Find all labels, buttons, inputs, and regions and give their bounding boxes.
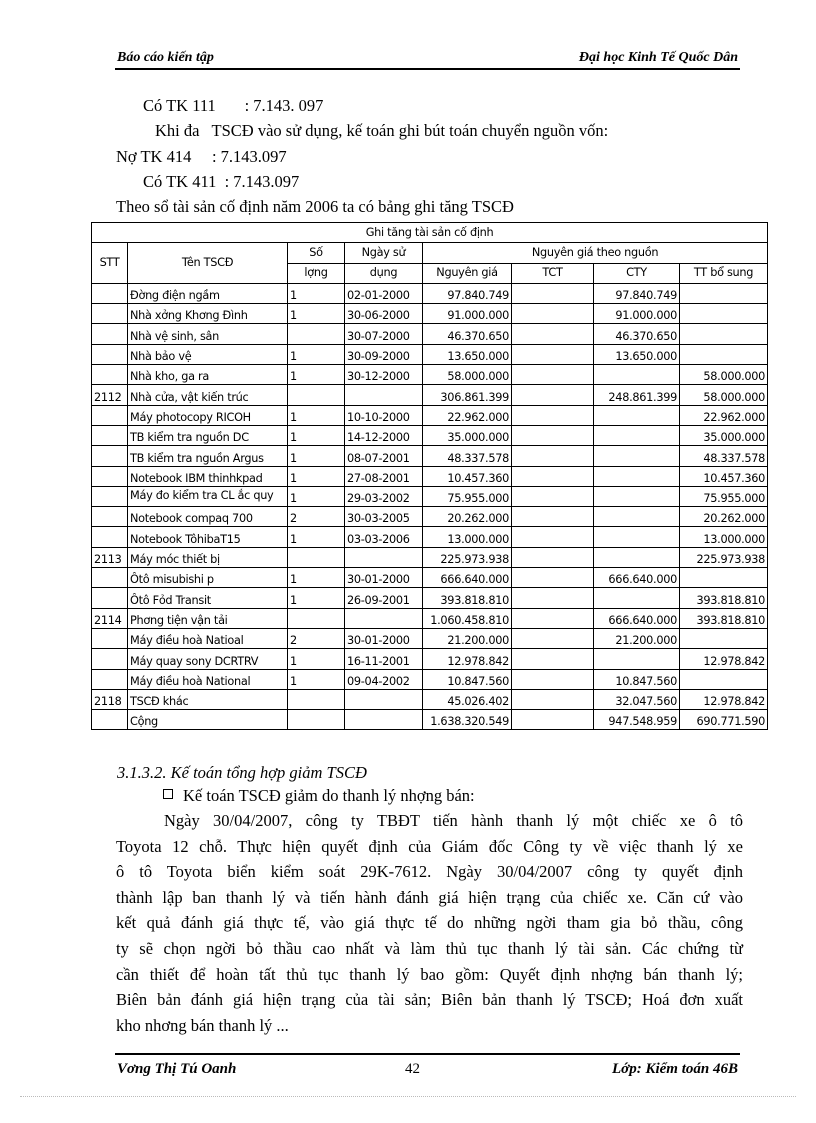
table-row	[92, 344, 768, 364]
row-account	[92, 588, 128, 608]
row-date: 30-07-2000	[345, 324, 423, 344]
section-subheading: 3.1.3.2. Kế toán tổng hợp giảm TSCĐ	[117, 763, 367, 782]
row-account: 2114	[92, 608, 128, 628]
row-quantity	[288, 710, 345, 730]
row-tt	[680, 344, 768, 364]
row-cost: 97.840.749	[423, 283, 512, 303]
paragraph-line: thành lập ban thanh lý và tiến hành đánh giá hiện trạng của chiếc xe. Căn cứ vào	[116, 887, 743, 907]
row-date: 30-09-2000	[345, 344, 423, 364]
row-asset-name: Notebook IBM thinhkpad	[128, 466, 288, 486]
row-asset-name: Máy đo kiểm tra CL ắc quy	[128, 486, 288, 506]
row-date: 14-12-2000	[345, 425, 423, 445]
row-account: 2112	[92, 385, 128, 405]
row-cost: 75.955.000	[423, 486, 512, 506]
table-row	[92, 568, 768, 588]
header-right: Đại học Kinh Tế Quốc Dân	[578, 50, 738, 65]
row-cost: 306.861.399	[423, 385, 512, 405]
row-cost: 1.638.320.549	[423, 710, 512, 730]
row-cty	[594, 405, 680, 425]
row-date: 08-07-2001	[345, 446, 423, 466]
row-cost: 22.962.000	[423, 405, 512, 425]
row-cty: 13.650.000	[594, 344, 680, 364]
row-tct	[512, 568, 594, 588]
row-cty: 947.548.959	[594, 710, 680, 730]
page-edge-divider	[20, 1096, 796, 1097]
row-date: 29-03-2002	[345, 486, 423, 506]
table-row	[92, 283, 768, 303]
row-asset-name: Nhà xởng Khơng Đình	[128, 304, 288, 324]
row-date: 26-09-2001	[345, 588, 423, 608]
row-cty	[594, 527, 680, 547]
header-cty: CTY	[594, 263, 680, 283]
row-tt: 20.262.000	[680, 507, 768, 527]
row-quantity: 1	[288, 527, 345, 547]
table-intro: Theo sổ tài sản cố định năm 2006 ta có bảng ghi tăng TSCĐ	[116, 197, 514, 216]
row-date: 16-11-2001	[345, 649, 423, 669]
header-tt: TT bổ sung	[680, 263, 768, 283]
table-row	[92, 304, 768, 324]
table-row	[92, 689, 768, 709]
row-cost: 393.818.810	[423, 588, 512, 608]
paragraph-line: Ngày 30/04/2007, công ty TBĐT tiến hành thanh lý một chiếc xe ô tô	[164, 811, 743, 830]
page-footer	[115, 1053, 740, 1079]
row-tt: 393.818.810	[680, 588, 768, 608]
row-quantity	[288, 385, 345, 405]
row-cty: 10.847.560	[594, 669, 680, 689]
row-cost: 91.000.000	[423, 304, 512, 324]
header-stt: STT	[92, 243, 128, 284]
row-tct	[512, 405, 594, 425]
row-account	[92, 304, 128, 324]
row-cty: 666.640.000	[594, 568, 680, 588]
row-quantity: 1	[288, 669, 345, 689]
header-qty-1: Số	[288, 243, 345, 263]
paragraph-line: ô tô Toyota biển kiểm soát 29K-7612. Ngày 30/04/2007 công ty quyết định	[116, 862, 743, 882]
row-date: 30-03-2005	[345, 507, 423, 527]
row-tct	[512, 710, 594, 730]
row-tt: 12.978.842	[680, 689, 768, 709]
table-row	[92, 324, 768, 344]
row-asset-name: Notebook TôhibaT15	[128, 527, 288, 547]
paragraph-line: cần thiết để hoàn tất thủ tục thanh lý bao gồm: Quyết định nhợng bán thanh lý;	[116, 964, 743, 984]
row-tct	[512, 527, 594, 547]
table-row	[92, 425, 768, 445]
row-asset-name: Cộng	[128, 710, 288, 730]
row-tct	[512, 547, 594, 567]
row-cty	[594, 486, 680, 506]
table-row	[92, 608, 768, 628]
asset-increase-table	[91, 222, 768, 730]
table-row	[92, 507, 768, 527]
row-tct	[512, 608, 594, 628]
row-tt	[680, 304, 768, 324]
row-tt: 690.771.590	[680, 710, 768, 730]
row-account: 2113	[92, 547, 128, 567]
row-cty: 91.000.000	[594, 304, 680, 324]
row-asset-name: TB kiểm tra nguồn Argus	[128, 446, 288, 466]
row-quantity: 1	[288, 283, 345, 303]
row-cost: 48.337.578	[423, 446, 512, 466]
row-quantity: 1	[288, 568, 345, 588]
row-cost: 21.200.000	[423, 628, 512, 648]
table-row	[92, 405, 768, 425]
table-row	[92, 385, 768, 405]
header-tct: TCT	[512, 263, 594, 283]
header-cost: Nguyên giá	[423, 263, 512, 283]
entry-line-4: Có TK 411 : 7.143.097	[143, 172, 300, 191]
row-asset-name: Ôtô misubishi p	[128, 568, 288, 588]
row-tct	[512, 446, 594, 466]
row-quantity: 2	[288, 507, 345, 527]
row-quantity: 1	[288, 649, 345, 669]
row-tct	[512, 466, 594, 486]
row-asset-name: TSCĐ khác	[128, 689, 288, 709]
row-quantity: 1	[288, 466, 345, 486]
row-date	[345, 689, 423, 709]
bullet-item	[163, 786, 475, 806]
header-name: Tên TSCĐ	[128, 243, 288, 284]
row-account	[92, 344, 128, 364]
row-cty	[594, 507, 680, 527]
row-tt	[680, 283, 768, 303]
row-date: 30-01-2000	[345, 568, 423, 588]
row-asset-name: Nhà vệ sinh, sân	[128, 324, 288, 344]
row-quantity: 1	[288, 405, 345, 425]
row-account	[92, 669, 128, 689]
row-account	[92, 446, 128, 466]
row-tt	[680, 324, 768, 344]
row-tct	[512, 304, 594, 324]
bullet-text: Kế toán TSCĐ giảm do thanh lý nhợng bán:	[183, 786, 475, 805]
table-row	[92, 547, 768, 567]
entry-line-3: Nợ TK 414 : 7.143.097	[116, 147, 287, 166]
row-cty	[594, 466, 680, 486]
row-quantity	[288, 547, 345, 567]
row-account	[92, 486, 128, 506]
row-cost: 10.457.360	[423, 466, 512, 486]
row-quantity: 1	[288, 486, 345, 506]
row-cost: 666.640.000	[423, 568, 512, 588]
row-account	[92, 405, 128, 425]
row-account	[92, 425, 128, 445]
row-account	[92, 710, 128, 730]
table-row	[92, 527, 768, 547]
row-tt: 12.978.842	[680, 649, 768, 669]
row-tct	[512, 689, 594, 709]
row-asset-name: Notebook compaq 700	[128, 507, 288, 527]
row-date: 10-10-2000	[345, 405, 423, 425]
row-asset-name: Máy điều hoà Natioal	[128, 628, 288, 648]
paragraph-line: kết quả đánh giá thực tế, vào giá thực tế do những ngời tham gia bỏ thầu, công	[116, 913, 743, 933]
row-date: 09-04-2002	[345, 669, 423, 689]
row-account	[92, 466, 128, 486]
row-asset-name: Đờng điện ngầm	[128, 283, 288, 303]
paragraph-line: Toyota 12 chỗ. Thực hiện quyết định của Giám đốc Công ty về việc thanh lý xe	[116, 836, 743, 856]
row-asset-name: Máy photocopy RICOH	[128, 405, 288, 425]
row-quantity: 1	[288, 304, 345, 324]
row-tct	[512, 669, 594, 689]
row-tt: 35.000.000	[680, 425, 768, 445]
row-tt: 48.337.578	[680, 446, 768, 466]
row-cost: 45.026.402	[423, 689, 512, 709]
row-asset-name: Nhà bảo vệ	[128, 344, 288, 364]
row-cost: 10.847.560	[423, 669, 512, 689]
row-quantity: 1	[288, 588, 345, 608]
row-date: 03-03-2006	[345, 527, 423, 547]
row-account	[92, 283, 128, 303]
row-account: 2118	[92, 689, 128, 709]
row-quantity	[288, 608, 345, 628]
row-tct	[512, 324, 594, 344]
row-cty: 666.640.000	[594, 608, 680, 628]
row-cty	[594, 365, 680, 385]
row-cost: 13.650.000	[423, 344, 512, 364]
row-cty	[594, 446, 680, 466]
row-date	[345, 385, 423, 405]
row-cost: 35.000.000	[423, 425, 512, 445]
row-tct	[512, 649, 594, 669]
row-tt: 13.000.000	[680, 527, 768, 547]
row-quantity: 1	[288, 365, 345, 385]
row-asset-name: Nhà kho, ga ra	[128, 365, 288, 385]
row-tt	[680, 669, 768, 689]
row-cty: 97.840.749	[594, 283, 680, 303]
row-tt: 393.818.810	[680, 608, 768, 628]
row-tt	[680, 568, 768, 588]
row-cost: 13.000.000	[423, 527, 512, 547]
page-number: 42	[405, 1061, 420, 1077]
entry-line-1: Có TK 111 : 7.143. 097	[143, 96, 324, 115]
row-date: 30-01-2000	[345, 628, 423, 648]
row-account	[92, 365, 128, 385]
row-account	[92, 568, 128, 588]
header-date-1: Ngày sử	[345, 243, 423, 263]
row-quantity: 1	[288, 446, 345, 466]
footer-author: Vơng Thị Tú Oanh	[117, 1061, 237, 1077]
row-cost: 20.262.000	[423, 507, 512, 527]
row-cty: 32.047.560	[594, 689, 680, 709]
row-tct	[512, 344, 594, 364]
row-cost: 46.370.650	[423, 324, 512, 344]
page-header	[115, 50, 740, 70]
row-tct	[512, 385, 594, 405]
row-quantity: 1	[288, 344, 345, 364]
table-row	[92, 669, 768, 689]
row-date	[345, 608, 423, 628]
row-asset-name: Ôtô Fỏd Transit	[128, 588, 288, 608]
row-account	[92, 324, 128, 344]
row-date: 30-06-2000	[345, 304, 423, 324]
header-qty-2: lợng	[288, 263, 345, 283]
table-title: Ghi tăng tài sản cố định	[92, 223, 768, 243]
row-account	[92, 628, 128, 648]
table-row	[92, 486, 768, 506]
row-cost: 12.978.842	[423, 649, 512, 669]
row-account	[92, 527, 128, 547]
row-quantity	[288, 324, 345, 344]
entry-line-2: Khi đa TSCĐ vào sử dụng, kế toán ghi bút toán chuyển nguồn vốn:	[155, 121, 609, 140]
square-bullet-icon	[163, 789, 173, 799]
row-cty	[594, 425, 680, 445]
row-asset-name: Máy điều hoà National	[128, 669, 288, 689]
table-row	[92, 365, 768, 385]
table-row	[92, 628, 768, 648]
table-row	[92, 446, 768, 466]
header-left: Báo cáo kiến tập	[117, 50, 214, 65]
row-tct	[512, 628, 594, 648]
paragraph-line: kho nhơng bán thanh lý ...	[116, 1015, 289, 1035]
row-date: 30-12-2000	[345, 365, 423, 385]
row-date: 02-01-2000	[345, 283, 423, 303]
paragraph-line: Biên bản đánh giá hiện trạng của tài sản; Biên bản thanh lý TSCĐ; Hoá đơn xuất	[116, 990, 743, 1010]
row-tt: 225.973.938	[680, 547, 768, 567]
row-cty	[594, 547, 680, 567]
row-asset-name: Máy quay sony DCRTRV	[128, 649, 288, 669]
row-date: 27-08-2001	[345, 466, 423, 486]
row-tct	[512, 507, 594, 527]
row-tct	[512, 283, 594, 303]
row-cty: 21.200.000	[594, 628, 680, 648]
row-tct	[512, 365, 594, 385]
row-tt: 75.955.000	[680, 486, 768, 506]
row-tt: 22.962.000	[680, 405, 768, 425]
paragraph-line: ty sẽ chọn ngời bỏ thầu cao nhất và làm thủ tục thanh lý tài sản. Các chứng từ	[116, 938, 743, 958]
row-account	[92, 507, 128, 527]
row-cty: 46.370.650	[594, 324, 680, 344]
row-cty	[594, 588, 680, 608]
row-date	[345, 547, 423, 567]
row-asset-name: Phơng tiện vận tải	[128, 608, 288, 628]
row-cost: 58.000.000	[423, 365, 512, 385]
header-source: Nguyên giá theo nguồn	[423, 243, 768, 263]
table-row	[92, 466, 768, 486]
table-row	[92, 710, 768, 730]
row-tt	[680, 628, 768, 648]
row-quantity	[288, 689, 345, 709]
row-asset-name: TB kiểm tra nguồn DC	[128, 425, 288, 445]
row-quantity: 1	[288, 425, 345, 445]
row-asset-name: Máy móc thiết bị	[128, 547, 288, 567]
row-asset-name: Nhà cửa, vật kiến trúc	[128, 385, 288, 405]
row-cost: 225.973.938	[423, 547, 512, 567]
row-tt: 10.457.360	[680, 466, 768, 486]
table-row	[92, 649, 768, 669]
row-date	[345, 710, 423, 730]
header-date-2: dụng	[345, 263, 423, 283]
row-tct	[512, 486, 594, 506]
row-tct	[512, 588, 594, 608]
row-account	[92, 649, 128, 669]
row-tt: 58.000.000	[680, 365, 768, 385]
row-cty	[594, 649, 680, 669]
row-cty: 248.861.399	[594, 385, 680, 405]
footer-class: Lớp: Kiểm toán 46B	[612, 1061, 738, 1077]
body-paragraph	[116, 808, 743, 1038]
row-cost: 1.060.458.810	[423, 608, 512, 628]
row-quantity: 2	[288, 628, 345, 648]
table-row	[92, 588, 768, 608]
row-tt: 58.000.000	[680, 385, 768, 405]
row-tct	[512, 425, 594, 445]
